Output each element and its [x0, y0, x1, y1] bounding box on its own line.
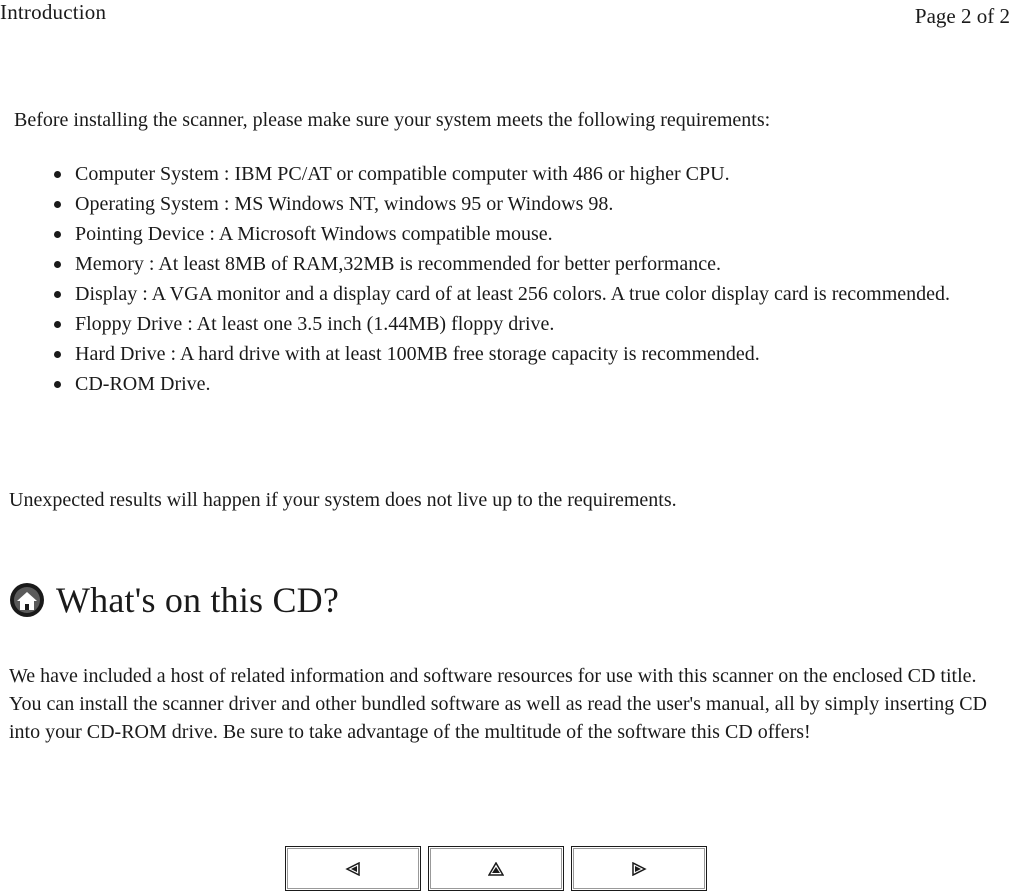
list-item [48, 371, 998, 397]
bullet-icon [54, 321, 61, 328]
bullet-icon [54, 381, 61, 388]
home-icon[interactable] [8, 581, 46, 619]
list-item-text: Display : A VGA monitor and a display card of at least 256 colors. A true color display card is recommended. [75, 283, 950, 305]
list-item-text: CD-ROM Drive. [75, 373, 211, 395]
list-item [48, 161, 998, 187]
navigation-bar [285, 846, 707, 891]
bullet-icon [54, 291, 61, 298]
bullet-icon [54, 171, 61, 178]
bullet-icon [54, 261, 61, 268]
arrow-left-icon [345, 862, 361, 876]
page-indicator: Page 2 of 2 [914, 4, 1010, 28]
list-item-text: Computer System : IBM PC/AT or compatible computer with 486 or higher CPU. [75, 163, 730, 185]
bullet-icon [54, 231, 61, 238]
section-heading [8, 578, 339, 622]
list-item-text: Pointing Device : A Microsoft Windows compatible mouse. [75, 223, 553, 245]
list-item-text: Hard Drive : A hard drive with at least 100MB free storage capacity is recommended. [75, 343, 760, 365]
intro-text: Before installing the scanner, please make sure your system meets the following requirements: [14, 109, 771, 131]
list-item [48, 221, 998, 247]
section-title: What's on this CD? [56, 580, 340, 620]
list-item [48, 191, 998, 217]
bullet-icon [54, 351, 61, 358]
list-item-text: Operating System : MS Windows NT, windows 95 or Windows 98. [75, 193, 614, 215]
arrow-up-icon [488, 862, 504, 876]
list-item-text: Memory : At least 8MB of RAM,32MB is recommended for better performance. [75, 253, 721, 275]
bullet-icon [54, 201, 61, 208]
up-button[interactable] [428, 846, 564, 891]
list-item [48, 251, 998, 277]
list-item [48, 311, 998, 337]
section-name: Introduction [0, 0, 107, 24]
list-item-text: Floppy Drive : At least one 3.5 inch (1.44MB) floppy drive. [75, 313, 555, 335]
list-item [48, 281, 998, 307]
requirements-list [48, 161, 998, 401]
previous-page-button[interactable] [285, 846, 421, 891]
section-body: We have included a host of related information and software resources for use with this scanner on the enclosed CD title. You can install the scanner driver and other bundled software as well as read the user's manual, all by simply inserting CD into your CD-ROM drive. Be sure to take advantage of the multitude of the software this CD offers! [9, 665, 987, 743]
warning-text: Unexpected results will happen if your system does not live up to the requirements. [9, 489, 677, 511]
arrow-right-icon [631, 862, 647, 876]
next-page-button[interactable] [571, 846, 707, 891]
list-item [48, 341, 998, 367]
